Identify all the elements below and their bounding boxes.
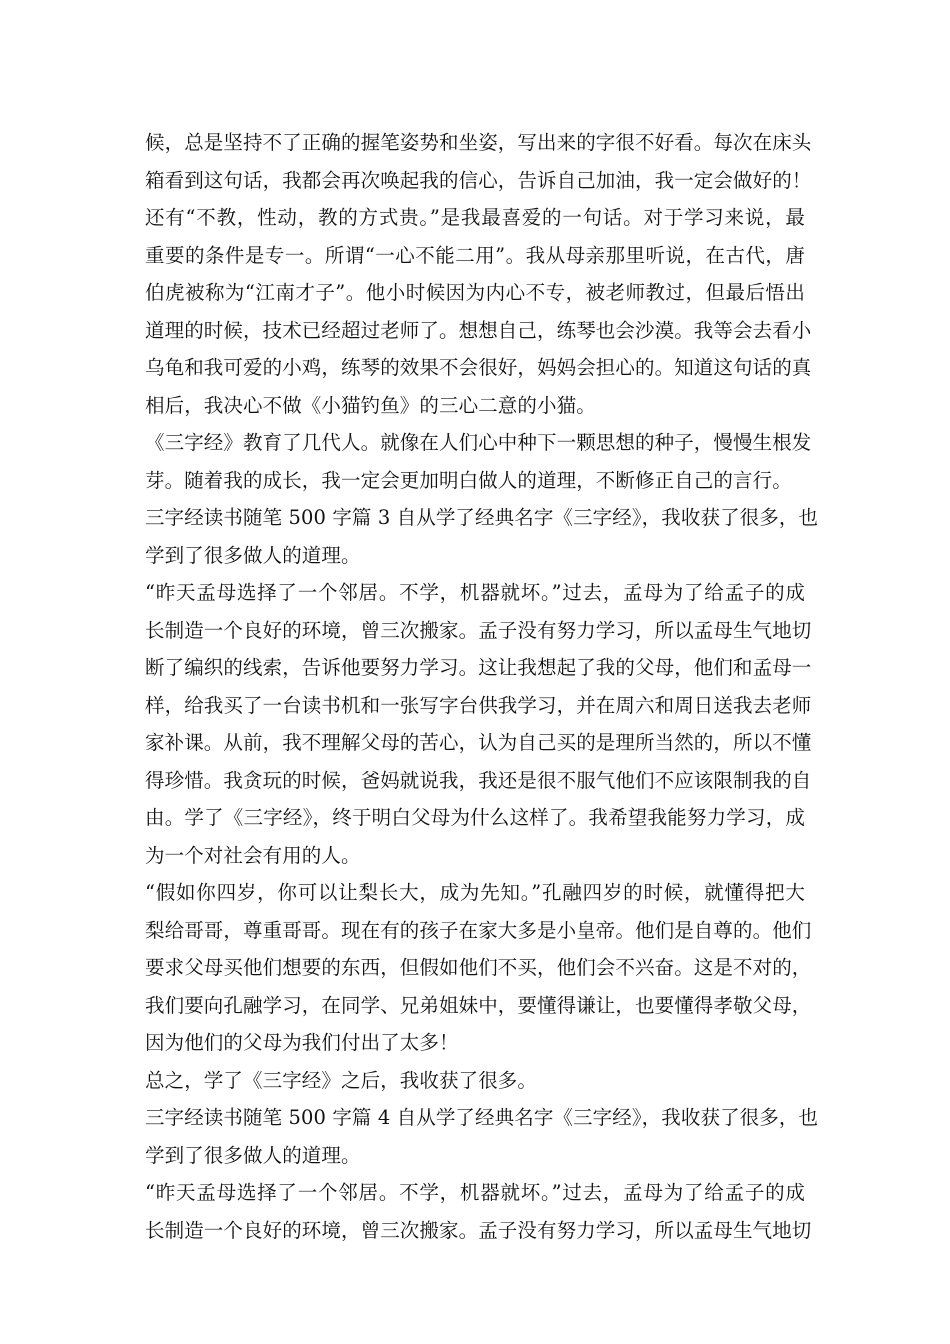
text-line: 为一个对社会有用的人。 [145,843,361,867]
text-line: 三字经读书随笔 500 字篇 4 自从学了经典名字《三字经》，我收获了很多，也 [145,1106,819,1129]
text-line: 得珍惜。我贪玩的时候，爸妈就说我，我还是很不服气他们不应该限制我的自 [145,768,812,792]
text-line: “假如你四岁，你可以让梨长大，成为先知。”孔融四岁的时候，就懂得把大 [145,881,805,904]
text-line: 箱看到这句话，我都会再次唤起我的信心，告诉自己加油，我一定会做好的！ [145,168,812,192]
text-line: 长制造一个良好的环境，曾三次搬家。孟子没有努力学习，所以孟母生气地切 [145,618,812,642]
text-line: 道理的时候，技术已经超过老师了。想想自己，练琴也会沙漠。我等会去看小 [145,318,812,342]
text-line: 断了编织的线索，告诉他要努力学习。这让我想起了我的父母，他们和孟母一 [145,656,812,679]
text-line: 样，给我买了一台读书机和一张写字台供我学习，并在周六和周日送我去老师 [145,693,812,717]
text-line: 家补课。从前，我不理解父母的苦心，认为自己买的是理所当然的，所以不懂 [145,731,812,754]
text-line: 学到了很多做人的道理。 [145,1143,361,1167]
text-line: 总之，学了《三字经》之后，我收获了很多。 [145,1068,538,1092]
text-line: 重要的条件是专一。所谓“一心不能二用”。我从母亲那里听说，在古代，唐 [145,243,805,267]
text-line: 相后，我决心不做《小猫钓鱼》的三心二意的小猫。 [145,393,596,417]
text-line: 还有“不教，性动，教的方式贵。”是我最喜爱的一句话。对于学习来说，最 [145,206,805,229]
text-line: 长制造一个良好的环境，曾三次搬家。孟子没有努力学习，所以孟母生气地切 [145,1218,812,1242]
text-line: 芽。随着我的成长，我一定会更加明白做人的道理，不断修正自己的言行。 [145,468,792,492]
text-line: 梨给哥哥，尊重哥哥。现在有的孩子在家大多是小皇帝。他们是自尊的。他们 [145,918,812,942]
text-line: 由。学了《三字经》，终于明白父母为什么这样了。我希望我能努力学习，成 [145,806,805,829]
text-line: 要求父母买他们想要的东西，但假如他们不买，他们会不兴奋。这是不对的， [145,956,812,979]
text-line: 三字经读书随笔 500 字篇 3 自从学了经典名字《三字经》，我收获了很多，也 [145,506,819,529]
text-line: 候，总是坚持不了正确的握笔姿势和坐姿，写出来的字很不好看。每次在床头 [145,131,812,154]
text-line: “昨天孟母选择了一个邻居。不学，机器就坏。”过去，孟母为了给孟子的成 [145,1181,805,1204]
text-line: 乌龟和我可爱的小鸡，练琴的效果不会很好，妈妈会担心的。知道这句话的真 [145,356,812,379]
text-line: 伯虎被称为“江南才子”。他小时候因为内心不专，被老师教过，但最后悟出 [145,281,805,304]
text-line: “昨天孟母选择了一个邻居。不学，机器就坏。”过去，孟母为了给孟子的成 [145,581,805,604]
document-body [145,124,819,1249]
text-line: 《三字经》教育了几代人。就像在人们心中种下一颗思想的种子，慢慢生根发 [145,431,812,454]
text-line: 学到了很多做人的道理。 [145,543,361,567]
text-line: 因为他们的父母为我们付出了太多！ [145,1031,459,1054]
text-line: 我们要向孔融学习，在同学、兄弟姐妹中，要懂得谦让，也要懂得孝敬父母， [145,993,812,1017]
